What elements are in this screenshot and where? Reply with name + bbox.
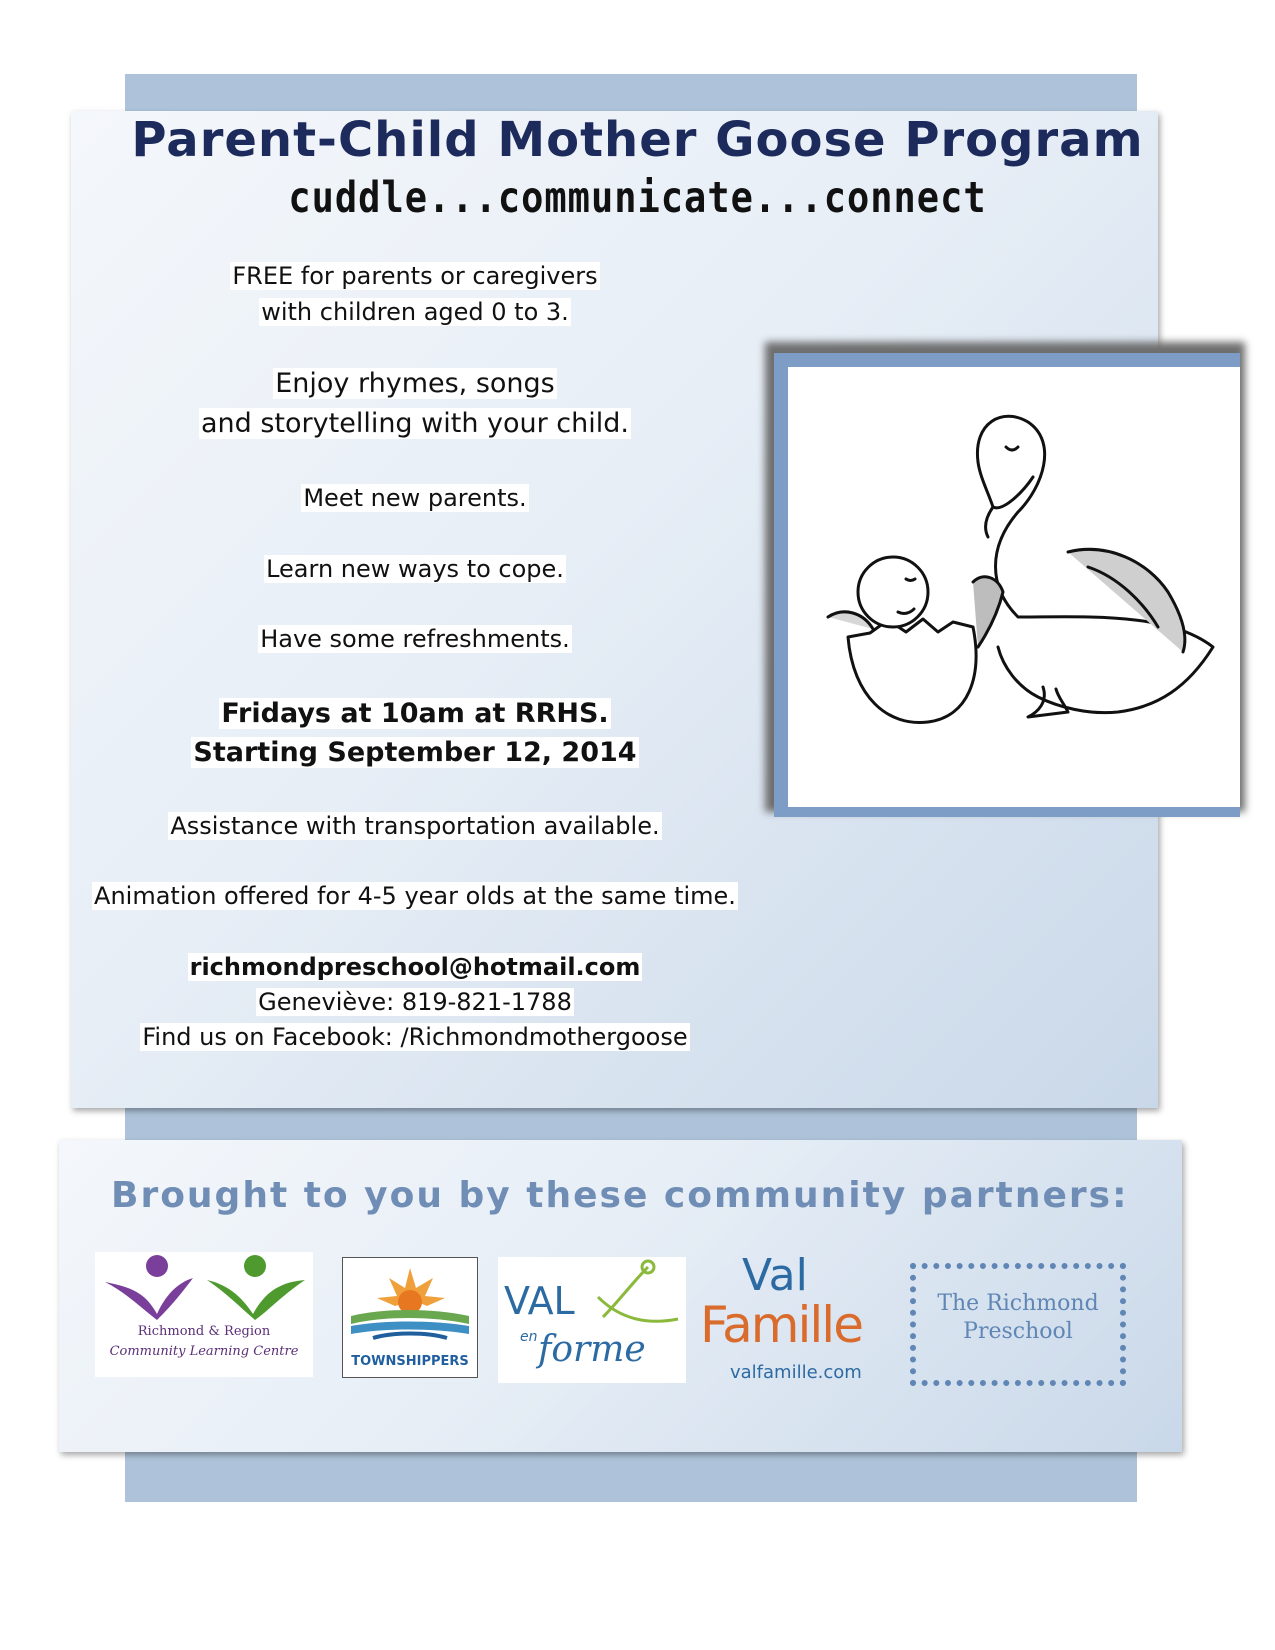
logo5-line1: The Richmond bbox=[937, 1291, 1099, 1316]
meet-line: Meet new parents. bbox=[303, 484, 527, 512]
logo1-line1: Richmond & Region bbox=[137, 1324, 271, 1339]
people-icon bbox=[95, 1252, 313, 1322]
free-line-2: with children aged 0 to 3. bbox=[261, 298, 569, 326]
logo-valfamille bbox=[700, 1250, 890, 1390]
logo-townshippers bbox=[342, 1257, 478, 1378]
facebook-line: Find us on Facebook: /Richmondmothergoose bbox=[142, 1023, 688, 1051]
logo5-text bbox=[910, 1290, 1126, 1346]
illustration-box bbox=[788, 367, 1240, 807]
logo3-forme: forme bbox=[538, 1329, 646, 1370]
page-title: Parent-Child Mother Goose Program bbox=[131, 112, 1144, 168]
animation-line: Animation offered for 4-5 year olds at the same time. bbox=[94, 882, 736, 910]
enjoy-line-1: Enjoy rhymes, songs bbox=[275, 368, 555, 399]
transport-line: Assistance with transportation available. bbox=[170, 812, 660, 840]
refresh-line: Have some refreshments. bbox=[260, 625, 570, 653]
schedule-line-2: Starting September 12, 2014 bbox=[193, 737, 637, 768]
logo1-line2: Community Learning Centre bbox=[109, 1344, 299, 1359]
logo4-val: Val bbox=[742, 1250, 808, 1301]
logo3-val: VAL bbox=[504, 1279, 575, 1323]
schedule-line-1: Fridays at 10am at RRHS. bbox=[221, 698, 609, 729]
logo3-en: en bbox=[520, 1329, 538, 1345]
logo2-text: TOWNSHIPPERS bbox=[351, 1354, 469, 1369]
free-line-1: FREE for parents or caregivers bbox=[232, 262, 598, 290]
logo4-famille: Famille bbox=[700, 1296, 862, 1354]
partners-title: Brought to you by these community partners: bbox=[111, 1175, 1129, 1216]
logo5-line2: Preschool bbox=[963, 1319, 1073, 1344]
logo-richmond-clc bbox=[95, 1252, 313, 1377]
logo-val-en-forme bbox=[498, 1257, 686, 1383]
learn-line: Learn new ways to cope. bbox=[266, 555, 564, 583]
enjoy-line-2: and storytelling with your child. bbox=[200, 408, 629, 439]
mother-goose-icon bbox=[788, 367, 1240, 807]
swoosh-icon bbox=[498, 1257, 686, 1383]
sun-waves-icon bbox=[343, 1258, 477, 1350]
email-link[interactable]: richmondpreschool@hotmail.com bbox=[189, 953, 641, 981]
phone-line: Geneviève: 819-821-1788 bbox=[258, 988, 572, 1016]
bottom-stripe bbox=[125, 1450, 1137, 1502]
logo4-url: valfamille.com bbox=[730, 1362, 862, 1383]
tagline: cuddle...communicate...connect bbox=[288, 172, 987, 223]
